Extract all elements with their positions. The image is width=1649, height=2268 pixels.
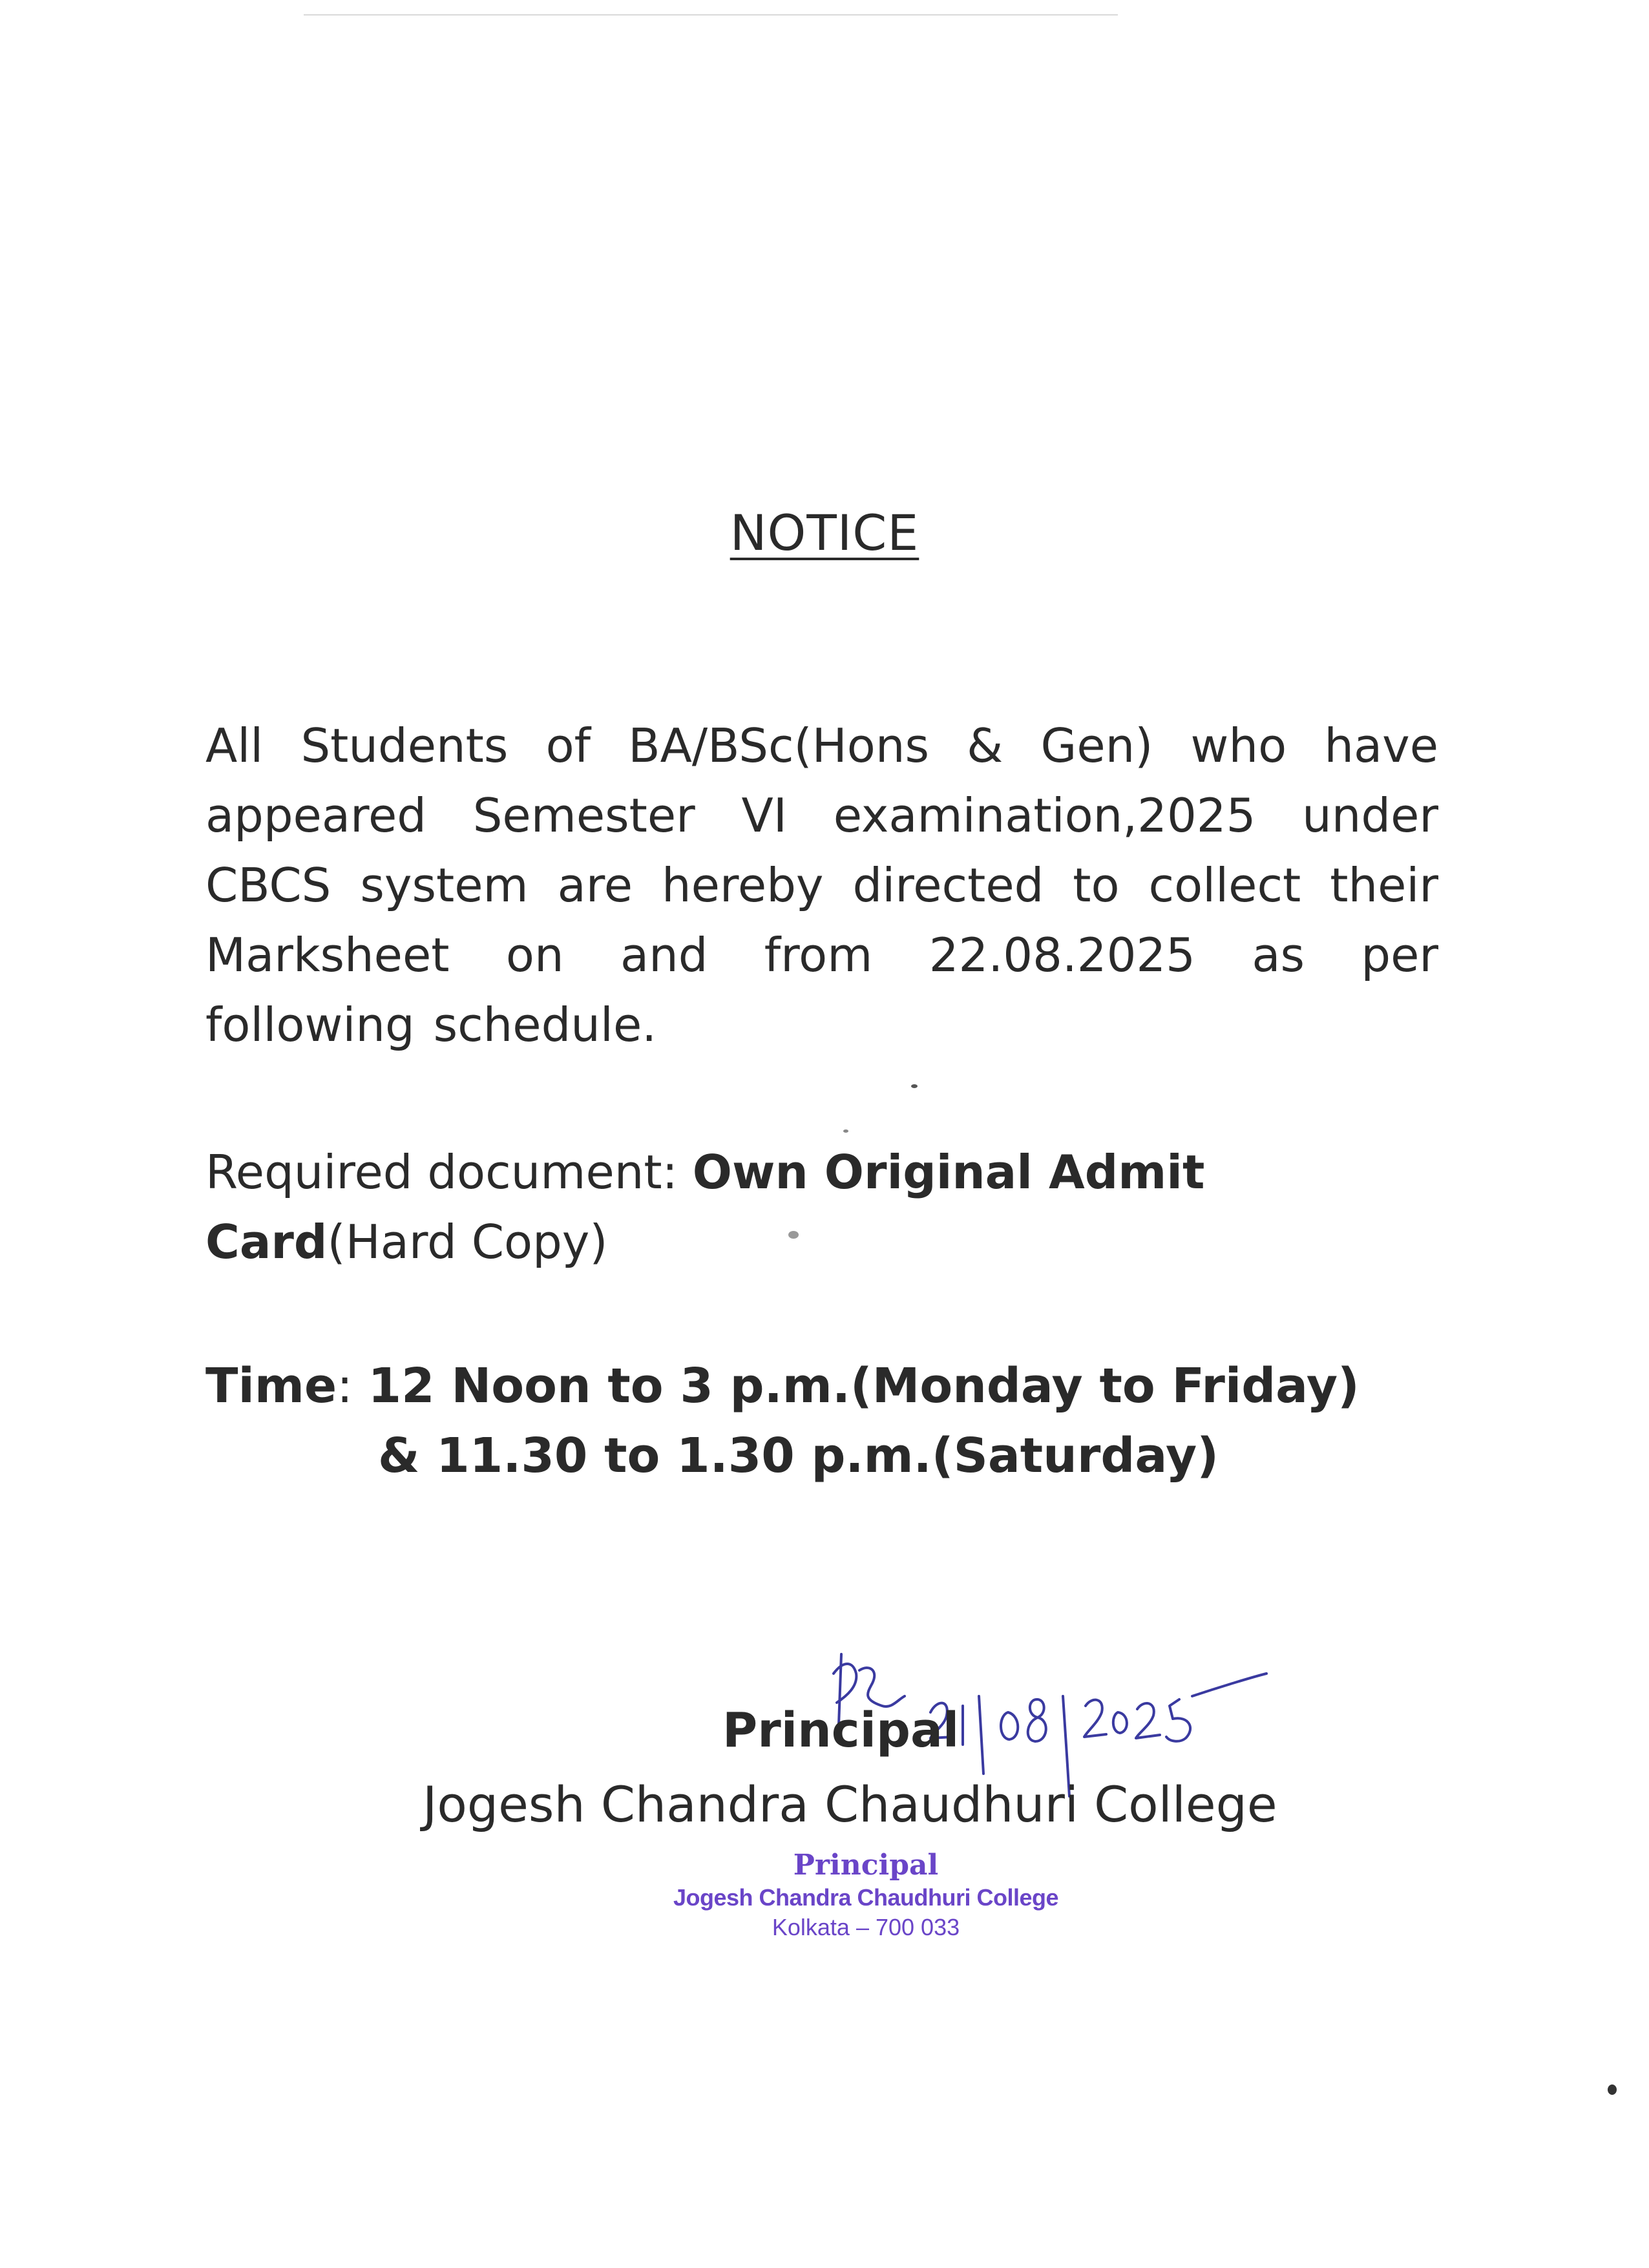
notice-body: All Students of BA/BSc(Hons & Gen) who have appeared Semester VI examination,2025 under CBCS system are hereby directed to collect their Marksheet on and from 22.08.2025 as per following schedule.	[205, 719, 1438, 1052]
time-saturday: & 11.30 to 1.30 p.m.(Saturday)	[378, 1428, 1219, 1484]
time-colon: :	[337, 1358, 368, 1414]
scan-speck	[911, 1084, 918, 1088]
stamp-line-3: Kolkata – 700 033	[772, 1914, 960, 1940]
notice-title: NOTICE	[730, 504, 919, 562]
stamp-line-1: Principal	[793, 1849, 939, 1882]
scan-speck	[788, 1231, 799, 1239]
principal-title: Principal	[722, 1703, 960, 1758]
required-prefix: Required document:	[205, 1145, 693, 1199]
top-rule	[304, 14, 1118, 16]
college-name: Jogesh Chandra Chaudhuri College	[423, 1776, 1277, 1833]
required-suffix: (Hard Copy)	[327, 1215, 608, 1269]
required-document-name: Own Original Admit Card	[205, 1145, 1205, 1269]
time-weekdays: 12 Noon to 3 p.m.(Monday to Friday)	[368, 1358, 1360, 1414]
stamp-line-2: Jogesh Chandra Chaudhuri College	[673, 1884, 1059, 1911]
required-document	[205, 1137, 1438, 1277]
principal-stamp	[620, 1848, 1111, 1942]
scan-speck	[1608, 2084, 1617, 2095]
time-label: Time	[205, 1358, 337, 1414]
scan-speck	[843, 1129, 848, 1133]
time-weekdays-line	[205, 1350, 1360, 1422]
